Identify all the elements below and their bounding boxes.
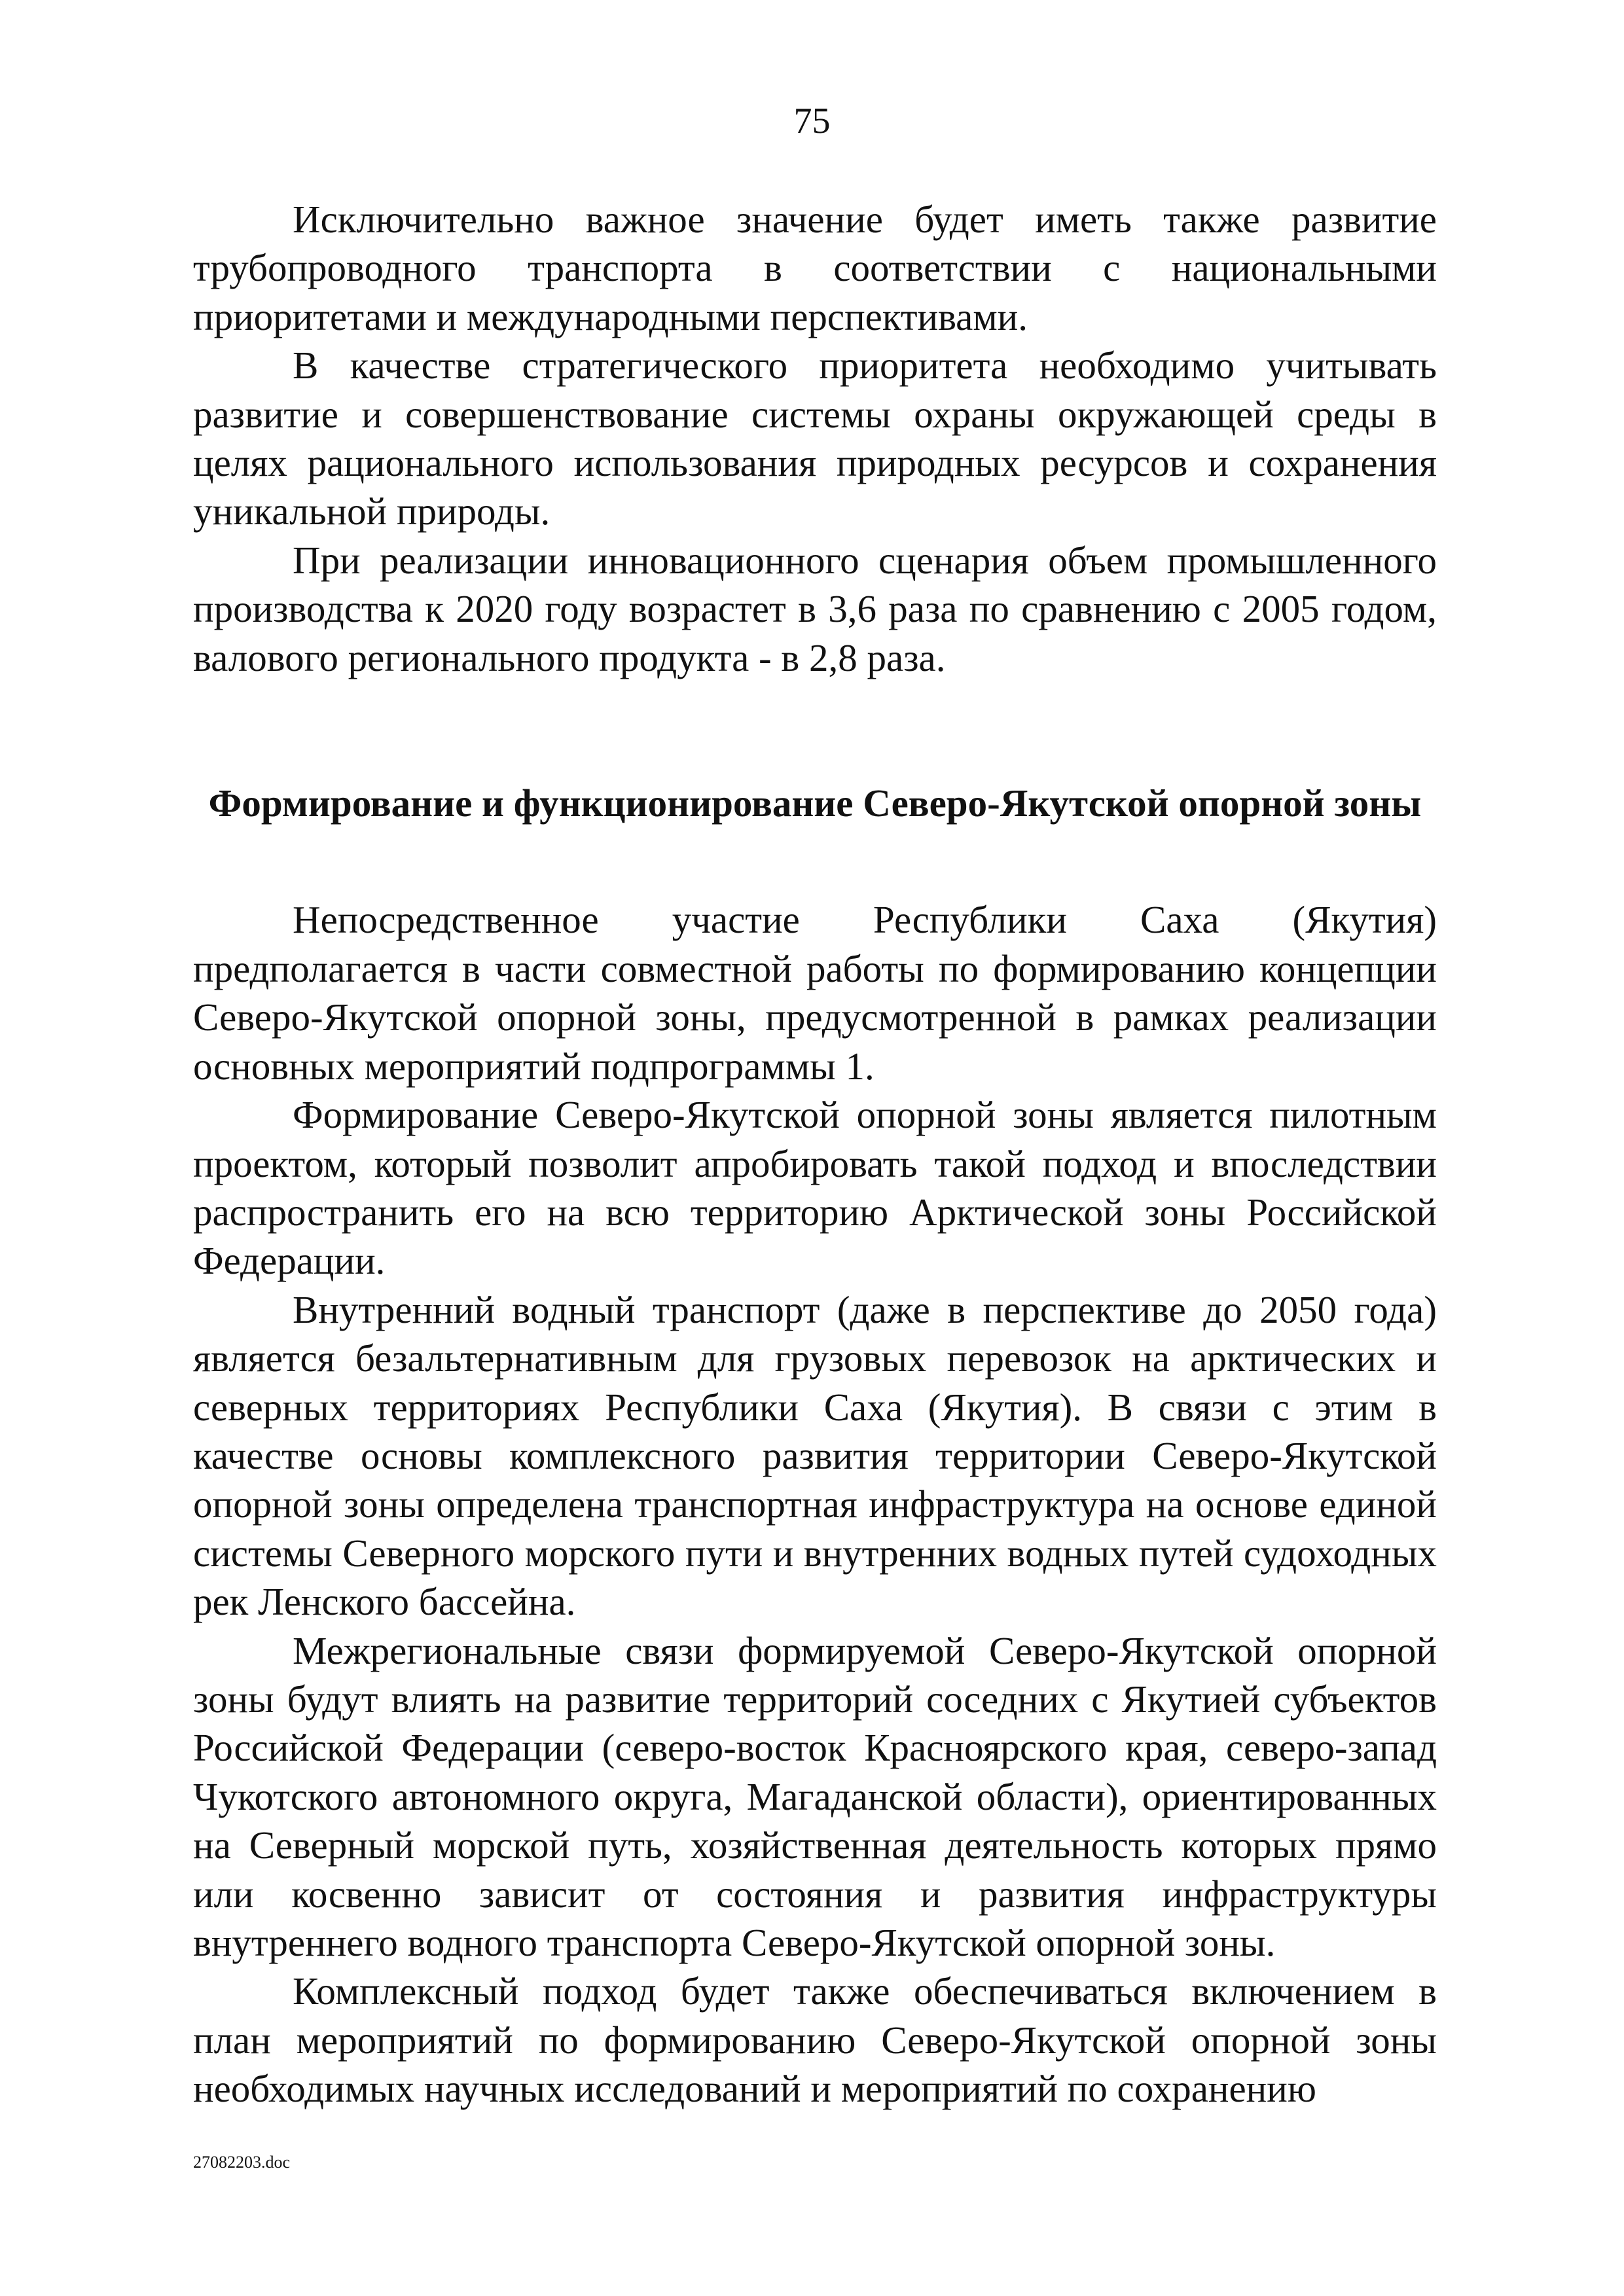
paragraph-environment-priority: В качестве стратегического приоритета необходимо учитывать развитие и совершенствование системы охраны окружающей среды в целях рационального использования природных ресурсов и сохранения уникальной природы.	[193, 344, 1437, 533]
page-number: 75	[793, 101, 831, 141]
document-body	[193, 195, 1437, 2113]
document-file-code: 27082203.doc	[193, 2153, 291, 2172]
paragraph-inland-water-transport: Внутренний водный транспорт (даже в перспективе до 2050 года) является безальтернативным для грузовых перевозок на арктических и северных территориях Республики Саха (Якутия). В связи с этим в качестве основы комплексного развития территории Северо-Якутской опорной зоны определена транспортная инфраструктура на основе единой системы Северного морского пути и внутренних водных путей судоходных рек Ленского бассейна.	[193, 1287, 1437, 1624]
paragraph-integrated-approach: Комплексный подход будет также обеспечиваться включением в план мероприятий по формированию Северо-Якутской опорной зоны необходимых научных исследований и мероприятий по сохранению	[193, 1969, 1437, 2111]
paragraph-direct-participation: Непосредственное участие Республики Саха (Якутия) предполагается в части совместной работы по формированию концепции Северо-Якутской опорной зоны, предусмотренной в рамках реализации основных мероприятий подпрограммы 1.	[193, 898, 1437, 1088]
paragraph-pipeline-transport: Исключительно важное значение будет иметь также развитие трубопроводного транспорта в соответствии с национальными приоритетами и международными перспективами.	[193, 198, 1437, 338]
section-heading: Формирование и функционирование Северо-Якутской опорной зоны	[208, 781, 1422, 825]
paragraph-innovation-scenario: При реализации инновационного сценария объем промышленного производства к 2020 году возрастет в 3,6 раза по сравнению с 2005 годом, валового регионального продукта - в 2,8 раза.	[193, 538, 1437, 679]
paragraph-interregional-links: Межрегиональные связи формируемой Северо-Якутской опорной зоны будут влиять на развитие территорий соседних с Якутией субъектов Российской Федерации (северо-восток Красноярского края, северо-запад Чукотского автономного округа, Магаданской области), ориентированных на Северный морской путь, хозяйственная деятельность которых прямо или косвенно зависит от состояния и развития инфраструктуры внутреннего водного транспорта Северо-Якутской опорной зоны.	[193, 1628, 1437, 1964]
paragraph-pilot-project: Формирование Северо-Якутской опорной зоны является пилотным проектом, который позволит апробировать такой подход и впоследствии распространить его на всю территорию Арктической зоны Российской Федерации.	[193, 1093, 1437, 1283]
